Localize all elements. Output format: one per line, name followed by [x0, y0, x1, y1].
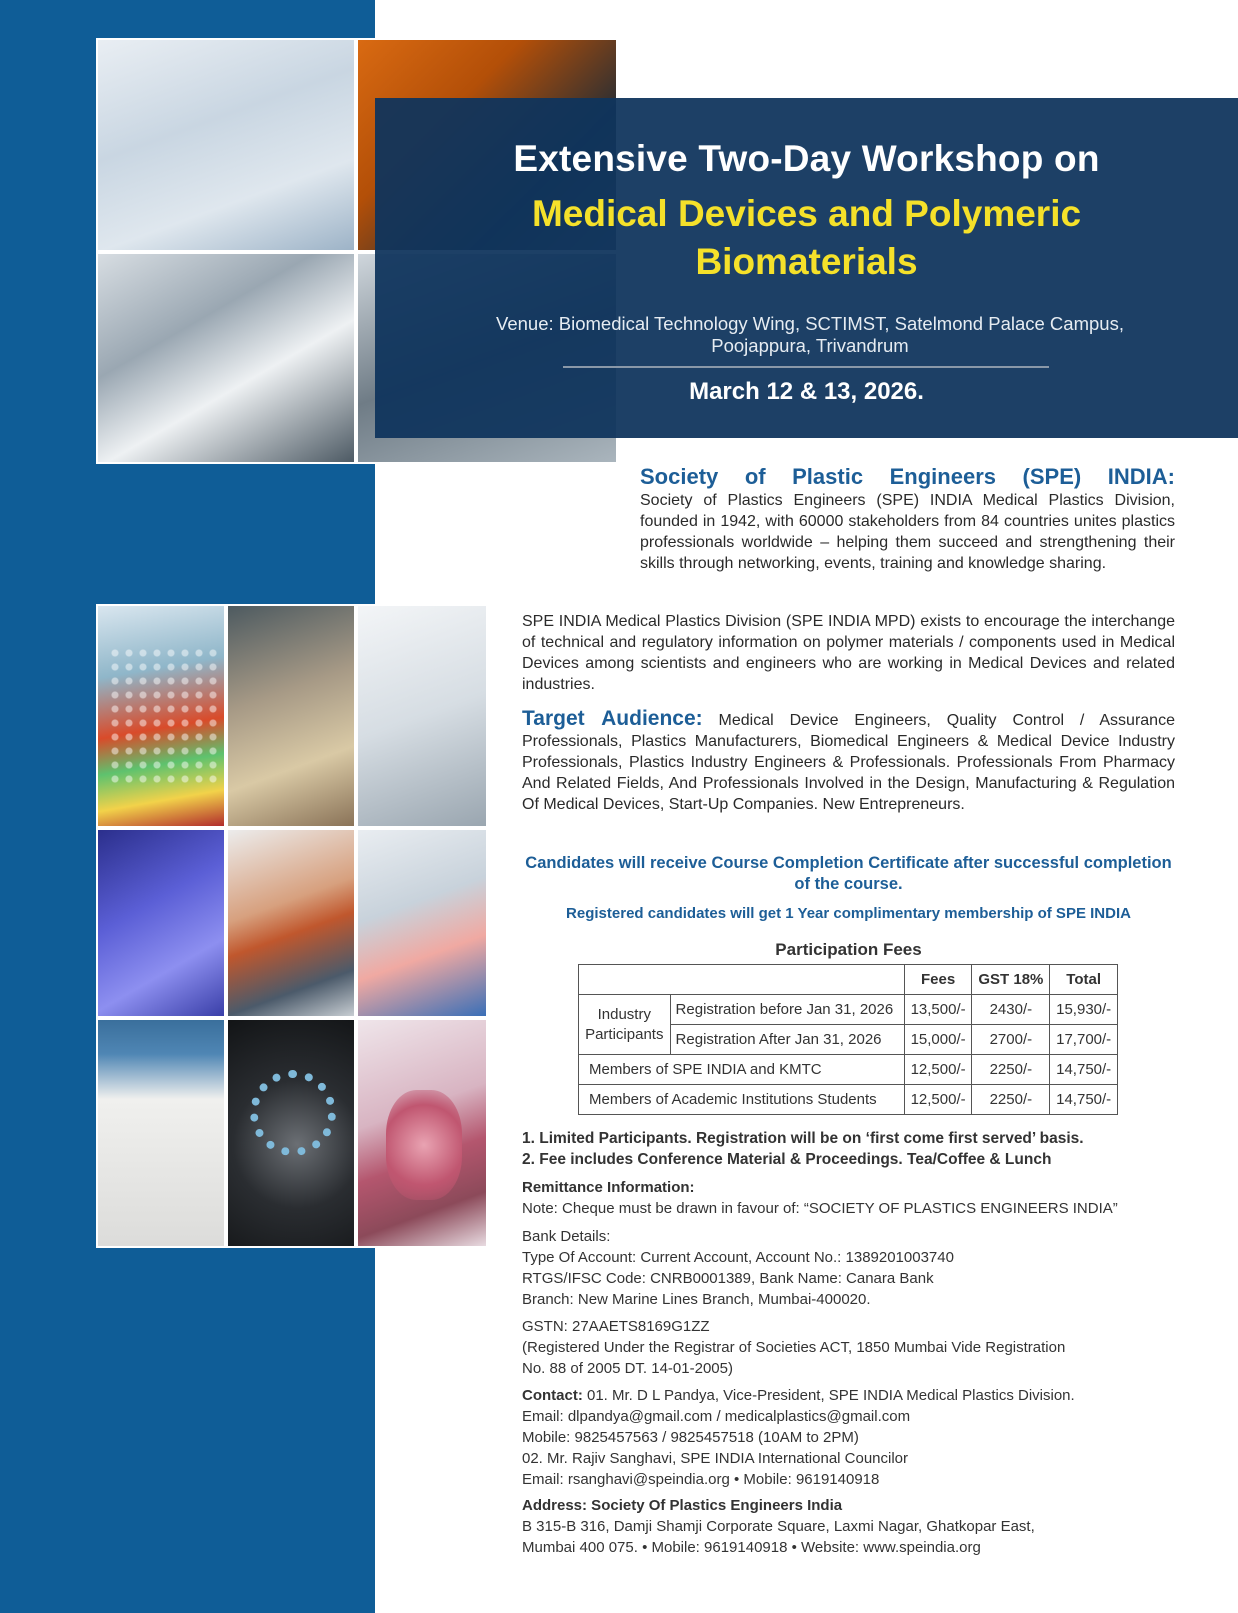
- group-label-line2: Participants: [585, 1025, 664, 1043]
- target-audience-label: Target Audience:: [522, 707, 703, 730]
- bank-line: Type Of Account: Current Account, Account No.: 1389201003740: [522, 1249, 954, 1266]
- notes-list: [522, 1128, 1182, 1170]
- header-blank-cell: [579, 965, 905, 995]
- industry-participants-cell: [579, 995, 671, 1055]
- row-total: 14,750/-: [1050, 1055, 1118, 1085]
- workshop-title-highlight: [375, 190, 1238, 286]
- row-fees: 12,500/-: [904, 1055, 972, 1085]
- contact-email: Email: dlpandya@gmail.com / medicalplastics@gmail.com: [522, 1408, 911, 1425]
- row-gst: 2700/-: [972, 1025, 1050, 1055]
- note-item: 1. Limited Participants. Registration will be on ‘first come first served’ basis.: [522, 1130, 1084, 1147]
- row-gst: 2430/-: [972, 995, 1050, 1025]
- bioreactor-photo: [356, 1018, 488, 1248]
- about-heading: Society of Plastic Engineers (SPE) INDIA:: [640, 464, 1175, 489]
- address-line: B 315-B 316, Damji Shamji Corporate Square, Laxmi Nagar, Ghatkopar East,: [522, 1518, 1035, 1535]
- mpd-description: SPE INDIA Medical Plastics Division (SPE INDIA MPD) exists to encourage the interchange of technical and regulatory information on polymer materials / components used in Medical Devices among scientists and engineers who are working in Medical Devices and related industries.: [522, 613, 1175, 693]
- table-row: [579, 995, 1118, 1025]
- bank-line: RTGS/IFSC Code: CNRB0001389, Bank Name: Canara Bank: [522, 1270, 934, 1287]
- header-fees: Fees: [904, 965, 972, 995]
- row-total: 14,750/-: [1050, 1085, 1118, 1115]
- note-item: 2. Fee includes Conference Material & Proceedings. Tea/Coffee & Lunch: [522, 1151, 1052, 1168]
- contact-label: Contact:: [522, 1387, 583, 1404]
- row-fees: 12,500/-: [904, 1085, 972, 1115]
- contact-email-mobile: Email: rsanghavi@speindia.org • Mobile: 9619140918: [522, 1471, 880, 1488]
- group-label-line1: Industry: [597, 1005, 651, 1023]
- bank-details: [522, 1226, 1182, 1310]
- centrifuge-photo: [226, 1018, 356, 1248]
- header-gst: GST 18%: [972, 965, 1050, 995]
- target-audience-text: Medical Device Engineers, Quality Control / Assurance Professionals, Plastics Manufacturers, Biomedical Engineers & Medical Device Industry Professionals, Plastics Industry Engineers & Professionals. Professionals From Pharmacy And Related Fields, And Professionals Involved in the Design, Manufacturing & Regulation Of Medical Devices, Start-Up Companies. New Entrepreneurs.: [522, 712, 1175, 813]
- gstn: GSTN: 27AAETS8169G1ZZ: [522, 1318, 710, 1335]
- row-label: Registration before Jan 31, 2026: [670, 995, 904, 1025]
- table-header-row: [579, 965, 1118, 995]
- petri-dish-microscope-photo: [226, 604, 356, 828]
- cheque-note: Note: Cheque must be drawn in favour of: “SOCIETY OF PLASTICS ENGINEERS INDIA”: [522, 1200, 1118, 1217]
- row-gst: 2250/-: [972, 1055, 1050, 1085]
- row-label: Members of SPE INDIA and KMTC: [579, 1055, 905, 1085]
- beaker-stirrer-photo: [226, 828, 356, 1018]
- contact-line: 02. Mr. Rajiv Sanghavi, SPE INDIA International Councilor: [522, 1450, 909, 1467]
- lab-microscope-photo: [96, 38, 356, 252]
- workshop-title-line3: Biomaterials: [695, 241, 918, 282]
- certificate-notice: Candidates will receive Course Completion Certificate after successful completion of the course.: [525, 854, 1172, 893]
- header-total: Total: [1050, 965, 1118, 995]
- venue: [430, 313, 1190, 357]
- row-label: Registration After Jan 31, 2026: [670, 1025, 904, 1055]
- optical-comparator-photo: [96, 252, 356, 464]
- registration-line: (Registered Under the Registrar of Societies ACT, 1850 Mumbai Vide Registration: [522, 1339, 1066, 1356]
- remittance-heading: Remittance Information:: [522, 1179, 695, 1196]
- remittance-section: [522, 1177, 1182, 1219]
- workshop-title-line1: Extensive Two-Day Workshop on: [513, 138, 1100, 179]
- target-audience: [522, 708, 1175, 815]
- contact-line: 01. Mr. D L Pandya, Vice-President, SPE INDIA Medical Plastics Division.: [582, 1387, 1075, 1404]
- contact-mobile: Mobile: 9825457563 / 9825457518 (10AM to 2PM): [522, 1429, 859, 1446]
- membership-notice: Registered candidates will get 1 Year complimentary membership of SPE INDIA: [566, 905, 1131, 922]
- address-section: [522, 1495, 1182, 1558]
- bank-line: Branch: New Marine Lines Branch, Mumbai-400020.: [522, 1291, 871, 1308]
- header-divider: [563, 366, 1049, 368]
- hplc-instrument-photo: [356, 604, 488, 828]
- address-line: Mumbai 400 075. • Mobile: 9619140918 • Website: www.speindia.org: [522, 1539, 981, 1556]
- bank-heading: Bank Details:: [522, 1228, 611, 1245]
- venue-line2: Poojappura, Trivandrum: [711, 335, 909, 356]
- row-fees: 13,500/-: [904, 995, 972, 1025]
- row-total: 15,930/-: [1050, 995, 1118, 1025]
- contact-section: [522, 1385, 1182, 1490]
- row-total: 17,700/-: [1050, 1025, 1118, 1055]
- event-date: March 12 & 13, 2026.: [689, 378, 924, 405]
- row-gst: 2250/-: [972, 1085, 1050, 1115]
- table-row: [579, 1055, 1118, 1085]
- registration-line: No. 88 of 2005 DT. 14-01-2005): [522, 1360, 733, 1377]
- gel-electrophoresis-photo: [96, 828, 226, 1018]
- address-heading: Address: Society Of Plastics Engineers India: [522, 1497, 843, 1514]
- fees-title: Participation Fees: [775, 940, 922, 959]
- row-label: Members of Academic Institutions Students: [579, 1085, 905, 1115]
- well-plate-photo: [96, 604, 226, 828]
- fees-table: [578, 964, 1118, 1115]
- workshop-title-line2: Medical Devices and Polymeric: [531, 193, 1082, 234]
- fume-hood-photo: [96, 1018, 226, 1248]
- gstn-block: [522, 1316, 1182, 1379]
- table-row: [579, 1085, 1118, 1115]
- venue-line1: Venue: Biomedical Technology Wing, SCTIMST, Satelmond Palace Campus,: [496, 313, 1124, 334]
- pipette-flask-photo: [356, 828, 488, 1018]
- row-fees: 15,000/-: [904, 1025, 972, 1055]
- about-body: Society of Plastics Engineers (SPE) INDIA Medical Plastics Division, founded in 1942, with 60000 stakeholders from 84 countries unites plastics professionals worldwide – helping them succeed and strengthening their skills through networking, events, training and knowledge sharing.: [640, 492, 1175, 572]
